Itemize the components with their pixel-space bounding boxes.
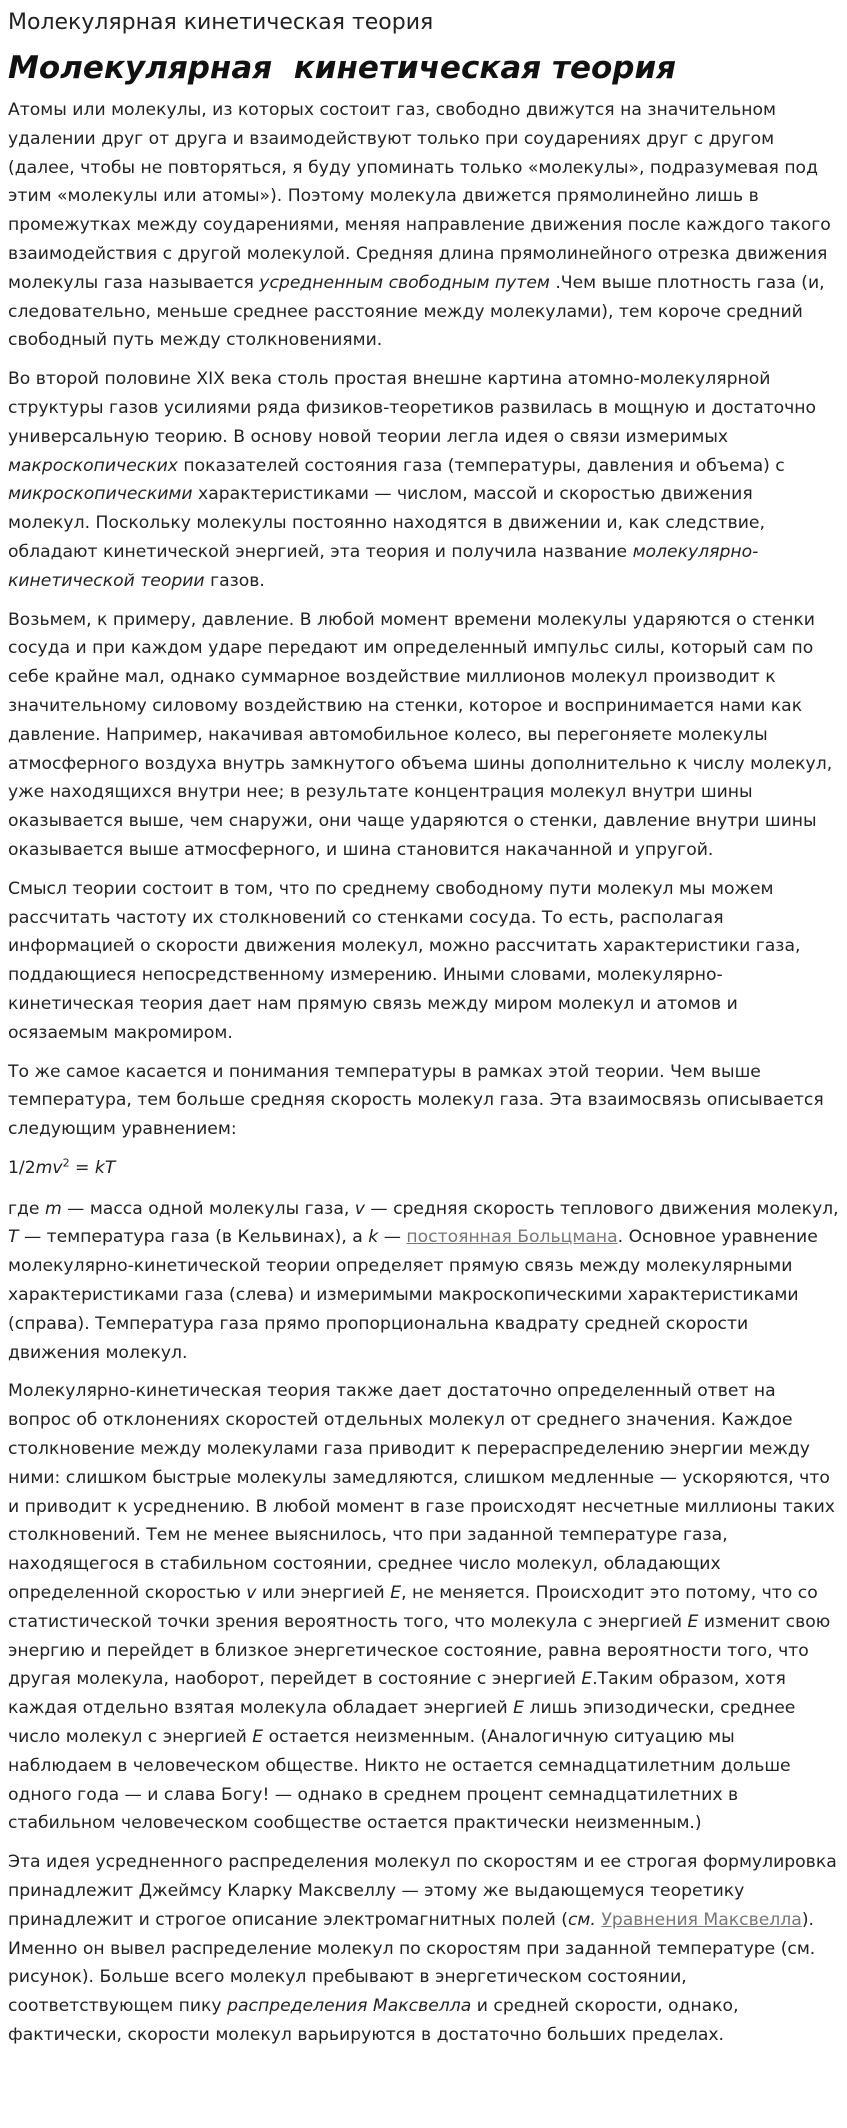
- formula-exponent: 2: [62, 1156, 70, 1170]
- paragraph-5: То же самое касается и понимания температуры в рамках этой теории. Чем выше температура, тем больше средняя скорость молекул газа. Эта взаимосвязь описывается следующим уравнением:: [8, 1061, 824, 1140]
- text: лишь эпизодически, среднее число молекул с энергией: [8, 1698, 796, 1748]
- text: Молекулярно-кинетическая теория также дает достаточно определенный ответ на вопрос об отклонениях скоростей отдельных молекул от среднего значения. Каждое столкновение между молекулами газа приводит к перераспределению энергии между ними: слишком быстрые молекулы замедляются, слишком медленные — ускоряются, что и приводит к усреднению. В любой момент в газе происходят несчетные миллионы таких столкновений. Тем не менее выяснилось, что при заданной температуре газа, находящегося в стабильном состоянии, среднее число молекул, обладающих определенной скоростью: [8, 1381, 835, 1604]
- text: и средней скорости, однако, фактически, скорости молекул варьируются в достаточно больших пределах.: [8, 1996, 739, 2045]
- article-heading: Молекулярная кинетическая теория: [8, 50, 677, 86]
- text: Эта идея усредненного распределения молекул по скоростям и ее строгая формулировка принадлежит Джеймсу Кларку Максвеллу — этому же выдающемуся теоретику принадлежит и строгое описание электромагнитных полей (: [8, 1852, 837, 1930]
- text: остается неизменным. (Аналогичную ситуацию мы наблюдаем в человеческом обществе. Никто не остается семнадцатилетним дольше одного года — и слава Богу! — однако в среднем процент семнадцатилетних в стабильном человеческом сообществе остается практически неизменным.): [8, 1727, 791, 1834]
- text: изменит свою энергию и перейдет в близкое энергетическое состояние, равна вероятности того, что другая молекула, наоборот, перейдет в состояние с энергией: [8, 1611, 831, 1690]
- text: Атомы или молекулы, из которых состоит газ, свободно движутся на значительном удалении друг от друга и взаимодействуют только при соударениях друг с другом (далее, чтобы не повторяться, я буду упоминать только «молекулы», подразумевая под этим «молекулы или атомы»). Поэтому молекула движется прямолинейно лишь в промежутках между соударениями, меняя направление движения после каждого такого взаимодействия с другой молекулой. Средняя длина прямолинейного отрезка движения молекулы газа называется: [8, 100, 831, 293]
- formula-equals: =: [69, 1157, 95, 1178]
- var-v: v: [246, 1583, 257, 1604]
- text: — средняя скорость теплового движения молекул,: [364, 1198, 839, 1219]
- paragraph-7: [8, 1377, 839, 1838]
- term-maxwell-distribution: распределения Максвелла: [227, 1996, 472, 2017]
- paragraph-6: [8, 1195, 839, 1368]
- page-title: Молекулярная кинетическая теория: [8, 10, 434, 35]
- term-mean-free-path: усредненным свободным путем: [259, 272, 550, 293]
- text: —: [378, 1227, 407, 1248]
- paragraph-2: [8, 365, 839, 595]
- var-e: E: [390, 1583, 402, 1604]
- paragraph-1: [8, 96, 839, 355]
- formula-prefix: 1/2: [8, 1157, 36, 1178]
- var-e: E: [581, 1669, 593, 1690]
- var-k: k: [368, 1227, 379, 1248]
- var-e: E: [687, 1611, 699, 1632]
- text: Во второй половине XIX века столь простая внешне картина атомно-молекулярной структуры газов усилиями ряда физиков-теоретиков развилась в мощную и достаточно универсальную теорию. В основу новой теории легла идея о связи измеримых: [8, 369, 817, 447]
- text: .Таким образом, хотя каждая отдельно взятая молекула обладает энергией: [8, 1669, 786, 1719]
- text: — температура газа (в Кельвинах), а: [18, 1227, 369, 1248]
- paragraph-8: [8, 1848, 839, 2050]
- text: ). Именно он вывел распределение молекул по скоростям при заданной температуре (см. рисунок). Больше всего молекул пребывают в энергетическом состоянии, соответствующем пику: [8, 1909, 816, 2017]
- formula-kt: kT: [94, 1157, 116, 1178]
- text: характеристиками — числом, массой и скоростью движения молекул. Поскольку молекулы постоянно находятся в движении и, как следствие, обладают кинетической энергией, эта теория и получила название: [8, 484, 765, 562]
- text: газов.: [204, 570, 265, 591]
- text: показателей состояния газа (температуры, давления и объема) с: [177, 455, 785, 476]
- text: — масса одной молекулы газа,: [61, 1198, 355, 1219]
- see-also: см.: [567, 1909, 596, 1930]
- var-m: m: [44, 1198, 62, 1219]
- boltzmann-constant-link[interactable]: постоянная Больцмана: [406, 1227, 618, 1248]
- var-t: T: [8, 1227, 19, 1248]
- var-e: E: [252, 1727, 264, 1748]
- maxwell-equations-link[interactable]: Уравнения Максвелла: [601, 1909, 802, 1930]
- text: или энергией: [256, 1583, 391, 1604]
- term-kinetic-theory: молекулярно-кинетической теории: [8, 541, 759, 591]
- paragraph-4: Смысл теории состоит в том, что по среднему свободному пути молекул мы можем рассчитать частоту их столкновений со стенками сосуда. То есть, располагая информацией о скорости движения молекул, можно рассчитать характеристики газа, поддающиеся непосредственному измерению. Иными словами, молекулярно-кинетическая теория дает нам прямую связь между миром молекул и атомов и осязаемым макромиром.: [8, 878, 801, 1043]
- var-e: E: [513, 1698, 525, 1719]
- text: где: [8, 1198, 45, 1219]
- energy-equation: [8, 1154, 839, 1183]
- term-microscopic: микроскопическими: [8, 484, 193, 505]
- var-v: v: [354, 1198, 365, 1219]
- formula-mv: mv: [35, 1157, 63, 1178]
- text: , не меняется. Происходит это потому, что со статистической точки зрения вероятность того, что молекула с энергией: [8, 1583, 818, 1632]
- text: .Чем выше плотность газа (и, следовательно, меньше среднее расстояние между молекулами), тем короче средний свободный путь между столкновениями.: [8, 272, 825, 351]
- paragraph-3: Возьмем, к примеру, давление. В любой момент времени молекулы ударяются о стенки сосуда и при каждом ударе передают им определенный импульс силы, который сам по себе крайне мал, однако суммарное воздействие миллионов молекул производит к значительному силовому воздействию на стенки, которое и воспринимается нами как давление. Например, накачивая автомобильное колесо, вы перегоняете молекулы атмосферного воздуха внутрь замкнутого объема шины дополнительно к числу молекул, уже находящихся внутри нее; в результате концентрация молекул внутри шины оказывается выше, чем снаружи, они чаще ударяются о стенки, давление внутри шины оказывается выше атмосферного, и шина становится накачанной и упругой.: [8, 609, 833, 860]
- term-macroscopic: макроскопических: [8, 455, 178, 476]
- text: . Основное уравнение молекулярно-кинетической теории определяет прямую связь между молекулярными характеристиками газа (слева) и измеримыми макроскопическими характеристиками (справа). Температура газа прямо пропорциональна квадрату средней скорости движения молекул.: [8, 1227, 818, 1363]
